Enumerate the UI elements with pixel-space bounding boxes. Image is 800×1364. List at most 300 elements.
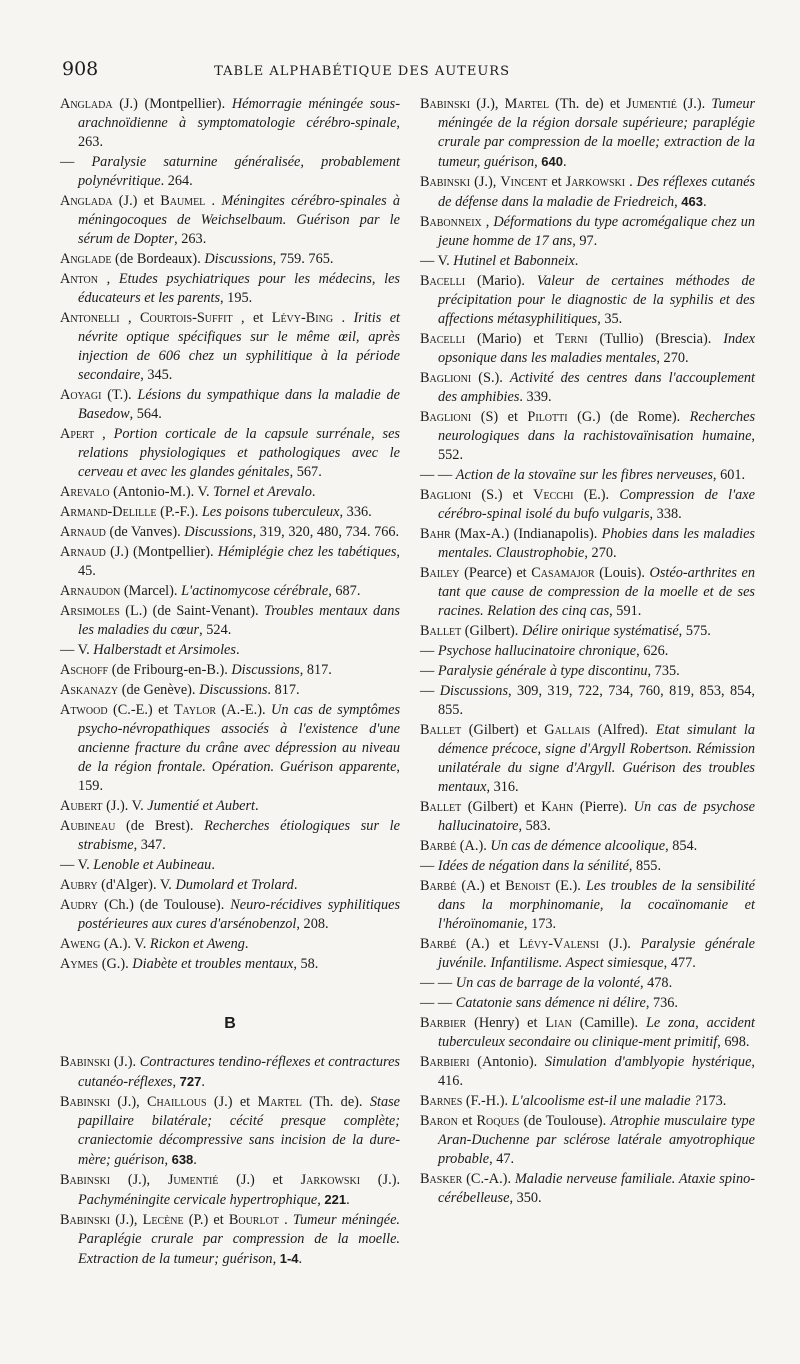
entry-text: (de Toulouse).: [523, 1113, 611, 1129]
entry-title: Discussions: [231, 662, 300, 678]
entry-text: ,: [534, 154, 542, 170]
entry-text: , 687.: [328, 583, 361, 599]
page-ref: 1-4: [279, 1251, 299, 1266]
author-name: Casamajor: [531, 565, 595, 581]
entry-text: (J.),: [474, 174, 501, 190]
entry-text: (J.).: [377, 1172, 401, 1188]
entry-text: (S) et: [480, 409, 528, 425]
entry-text: , 552.: [438, 428, 755, 463]
entry-text: , 338.: [649, 506, 682, 522]
entry-text: , 173.: [523, 916, 557, 932]
entry-text: , 575.: [678, 623, 711, 639]
entry-title: Action de la stovaïne sur les fibres nerveuses: [455, 467, 713, 483]
index-entry: [60, 95, 400, 152]
author-name: Aubert: [60, 798, 103, 814]
author-name: Apert: [60, 426, 95, 442]
entry-text: , 698.: [717, 1034, 750, 1050]
entry-text: .: [341, 310, 354, 326]
entry-text: (Pearce) et: [464, 565, 532, 581]
entry-text: (Alfred).: [597, 722, 656, 738]
entry-text: ,: [106, 271, 119, 287]
entry-text: (C.-A.).: [466, 1171, 515, 1187]
index-entry: [420, 369, 755, 407]
entry-text: — —: [420, 995, 456, 1011]
index-entry: [420, 682, 755, 720]
entry-text: , 159.: [78, 759, 400, 794]
index-entry: [60, 483, 400, 502]
entry-text: (de Bordeaux).: [115, 251, 205, 267]
entry-text: (Max-A.) (Indianapolis).: [454, 526, 602, 542]
entry-text: , 564.: [129, 406, 162, 422]
author-name: Anglade: [60, 251, 112, 267]
author-name: Aweng: [60, 936, 101, 952]
entry-title: Lésions du sympathique dans la maladie de Basedow: [78, 387, 401, 422]
author-name: Bacelli: [420, 273, 466, 289]
author-name: Basker: [420, 1171, 463, 1187]
entry-text: (Tullio) (Brescia).: [599, 331, 724, 347]
page-ref: 640: [541, 154, 563, 169]
entry-title: Paralysie générale à type discontinu: [437, 663, 648, 679]
entry-title: Le zona, accident tuberculeux secondaire ou clinique-ment primitif: [438, 1015, 755, 1050]
entry-text: (A.). V.: [103, 936, 150, 952]
entry-title: Un cas de psychose hallucinatoire: [438, 799, 756, 834]
entry-text: (E.).: [555, 878, 586, 894]
index-entry: [420, 974, 755, 993]
index-entry: [420, 721, 755, 797]
author-name: Arnaud: [60, 544, 106, 560]
index-entry: [60, 309, 400, 385]
index-entry: [60, 270, 400, 308]
entry-text: . 264.: [160, 173, 193, 189]
entry-text: ,: [317, 1192, 325, 1208]
entry-text: ,: [164, 1152, 172, 1168]
author-name: Lecène: [142, 1212, 184, 1228]
page-number: 908: [62, 58, 99, 80]
entry-title: Lenoble et Aubineau: [93, 857, 212, 873]
entry-text: .: [562, 154, 567, 170]
entry-text: .: [235, 642, 240, 658]
entry-text: — V.: [60, 642, 94, 658]
entry-text: .: [211, 193, 222, 209]
index-entry: [60, 681, 400, 700]
author-name: Bailey: [420, 565, 460, 581]
entry-title: Hémiplégie chez les tabétiques: [217, 544, 397, 560]
author-name: Chaillous: [146, 1094, 207, 1110]
entry-text: .: [211, 857, 215, 873]
author-name: Bourlot: [228, 1212, 279, 1228]
entry-title: Rickon et Aweng: [149, 936, 245, 952]
author-name: Arnaud: [60, 524, 106, 540]
author-name: Kahn: [541, 799, 574, 815]
entry-text: (G.) (de Rome).: [577, 409, 690, 425]
entry-text: (J.) (Montpellier).: [119, 96, 232, 112]
entries-b-continued: [420, 95, 755, 1208]
entry-text: (S.) et: [481, 487, 534, 503]
entry-text: (P.) et: [188, 1212, 229, 1228]
author-name: Aubineau: [60, 818, 116, 834]
entry-text: .: [284, 1212, 293, 1228]
entry-title: Pachyméningite cervicale hypertrophique: [78, 1192, 318, 1208]
index-entry: [420, 1170, 755, 1208]
index-entry: [60, 1211, 400, 1269]
entry-text: — —: [420, 467, 456, 483]
entry-text: , 583.: [518, 818, 551, 834]
author-name: Askanazy: [60, 682, 119, 698]
entry-text: , et: [241, 310, 272, 326]
index-entry: [60, 582, 400, 601]
author-name: Ballet: [420, 722, 462, 738]
entry-text: .: [255, 798, 259, 814]
entry-title: Maladie nerveuse familiale. Ataxie spino-cérébelleuse: [438, 1171, 756, 1206]
entry-text: (Mario).: [476, 273, 537, 289]
entry-text: — V.: [60, 857, 94, 873]
index-entry: [60, 856, 400, 875]
author-name: Antonelli: [60, 310, 120, 326]
index-entry: [420, 837, 755, 856]
author-name: Anglada: [60, 96, 113, 112]
entry-text: , 350.: [509, 1190, 542, 1206]
index-entry: [420, 486, 755, 524]
author-name: Aubry: [60, 877, 98, 893]
author-name: Baglioni: [420, 370, 472, 386]
entry-text: , 601.: [712, 467, 746, 483]
index-entry: [60, 641, 400, 660]
entry-text: (J.) et: [213, 1094, 258, 1110]
author-name: Jarkowski: [300, 1172, 361, 1188]
entry-text: , 345.: [140, 367, 173, 383]
entry-title: Portion corticale de la capsule surrénale, ses relations physiologiques et pathologiques avec le cerveau et avec les glandes génitales: [78, 426, 400, 480]
entry-title: Jumentié et Aubert: [147, 798, 256, 814]
author-name: Aymes: [60, 956, 99, 972]
entry-text: , 195.: [220, 290, 253, 306]
entry-title: Déformations du type acromégalique chez un jeune homme de 17 ans: [438, 214, 755, 249]
entry-title: Recherches neurologiques dans la rachistovaïnisation humaine: [438, 409, 756, 444]
entry-text: (d'Alger). V.: [101, 877, 176, 893]
index-entry: [60, 192, 400, 249]
entry-text: .: [244, 936, 249, 952]
entry-text: (G.).: [101, 956, 133, 972]
author-name: Baglioni: [420, 487, 472, 503]
index-entry: [420, 408, 755, 465]
entry-text: —: [60, 154, 92, 170]
author-name: Roques: [476, 1113, 520, 1129]
entry-text: , 735.: [647, 663, 680, 679]
entry-text: (L.) (de Saint-Venant).: [125, 603, 265, 619]
entry-title: Contractures tendino-réflexes et contractures cutanéo-réflexes: [78, 1054, 400, 1090]
index-entry: [420, 95, 755, 172]
author-name: Martel: [257, 1094, 302, 1110]
index-entry: [60, 250, 400, 269]
index-entry: [420, 466, 755, 485]
entry-text: .: [293, 877, 298, 893]
entry-title: Etudes psychiatriques pour les médecins, les éducateurs et les parents: [78, 271, 401, 306]
entry-text: , 478.: [639, 975, 673, 991]
entry-text: (A.-E.).: [221, 702, 271, 718]
entry-text: (J.).: [608, 936, 641, 952]
entry-text: , 416.: [438, 1054, 755, 1089]
entry-text: (J.).: [113, 1054, 140, 1070]
entry-title: Paralysie saturnine généralisée, probablement polynévritique: [78, 154, 400, 189]
entry-title: Hutinel et Babonneix: [453, 253, 575, 269]
entry-text: , 35.: [597, 311, 623, 327]
author-name: Vecchi: [533, 487, 574, 503]
index-entry: [60, 386, 400, 424]
index-entry: [420, 525, 755, 563]
entry-title: Discussions: [199, 682, 268, 698]
index-entry: [420, 1112, 755, 1169]
entries-a: [60, 95, 400, 974]
entry-text: , 567.: [289, 464, 322, 480]
author-name: Armand-Delille: [60, 504, 157, 520]
entry-title: Psychose hallucinatoire chronique: [437, 643, 637, 659]
author-name: Courtois-Suffit: [139, 310, 233, 326]
entry-text: , 270.: [656, 350, 689, 366]
index-entry: [60, 797, 400, 816]
author-name: Arsimoles: [60, 603, 120, 619]
entry-text: , 626.: [636, 643, 669, 659]
author-name: Benoist: [505, 878, 551, 894]
entry-text: ,: [674, 194, 682, 210]
index-entry: [60, 935, 400, 954]
index-entry: [420, 213, 755, 251]
author-name: Babinski: [420, 174, 471, 190]
entry-text: et: [462, 1113, 477, 1129]
index-entry: [60, 425, 400, 482]
index-entry: [420, 642, 755, 661]
entry-text: , 263.: [174, 231, 207, 247]
entry-title: Compression de l'axe cérébro-spinal isolé du bufo vulgaris: [438, 487, 756, 522]
index-entry: [420, 173, 755, 212]
author-name: Lévy-Bing: [271, 310, 334, 326]
entry-text: (J.) et: [118, 193, 161, 209]
section-letter-b: B: [224, 1015, 236, 1032]
entry-title: Paralysie générale juvénile. Infantilisme. Aspect simiesque: [438, 936, 756, 971]
index-entry: [60, 876, 400, 895]
index-entry: [420, 252, 755, 271]
entry-text: , 336.: [339, 504, 372, 520]
entry-text: ,: [172, 1074, 180, 1090]
author-name: Babinski: [60, 1054, 111, 1070]
author-name: Bacelli: [420, 331, 466, 347]
entry-title: Diabète et troubles mentaux: [132, 956, 294, 972]
entry-title: Stase papillaire bilatérale; cécité presque complète; craniectomie décompressive sans incision de la dure-mère; guérison: [78, 1094, 401, 1168]
author-name: Babonneix: [420, 214, 482, 230]
entry-text: (J.),: [115, 1212, 143, 1228]
author-name: Babinski: [60, 1172, 111, 1188]
entry-text: ,: [272, 1251, 280, 1267]
entry-title: Les troubles de la sensibilité dans la morphinomanie, la cocaïnomanie et l'héroïnomanie: [438, 878, 756, 932]
index-entry: [420, 798, 755, 836]
entry-title: Un cas de symptômes psycho-névropathiques associés à l'existence d'une ancienne fracture du crâne avec dépression au niveau de la région frontale. Opération. Guérison apparente: [78, 702, 401, 775]
entry-text: (de Brest).: [126, 818, 205, 834]
index-entry: [60, 701, 400, 796]
entry-text: —: [420, 858, 438, 874]
entry-text: (Pierre).: [579, 799, 634, 815]
author-name: Aoyagi: [60, 387, 102, 403]
author-name: Terni: [555, 331, 588, 347]
entry-text: (F.-H.).: [465, 1093, 512, 1109]
entry-title: Tumeur méningée de la région dorsale supérieure; paraplégie crurale par compression de la moelle; extraction de la tumeur, guérison: [438, 96, 756, 170]
entry-text: 173.: [701, 1093, 727, 1109]
entry-text: .: [193, 1152, 197, 1168]
author-name: Vincent: [500, 174, 548, 190]
page-ref: 638: [171, 1152, 194, 1167]
entry-title: Troubles mentaux dans les maladies du cœur: [78, 603, 400, 638]
entry-text: . 817.: [267, 682, 300, 698]
author-name: Jarkowski: [565, 174, 626, 190]
right-column: [420, 95, 755, 1209]
index-entry: [60, 602, 400, 640]
entry-title: Tornel et Arevalo: [213, 484, 312, 500]
entry-title: Recherches étiologiques sur le strabisme: [78, 818, 401, 853]
page-ref: 221: [324, 1192, 347, 1207]
entry-text: (Mario) et: [476, 331, 556, 347]
entry-title: Etat simulant la démence précoce, signe d'Argyll Robertson. Rémission unilatérale du signe d'Argyll. Guérison des troubles mentaux: [438, 722, 756, 795]
author-name: Bahr: [420, 526, 451, 542]
entry-text: —: [420, 663, 438, 679]
entry-text: (Gilbert).: [464, 623, 522, 639]
index-entry: [60, 896, 400, 934]
entry-text: .: [298, 1251, 303, 1267]
entry-title: Un cas de barrage de la volonté: [455, 975, 640, 991]
entry-text: (J.). V.: [106, 798, 148, 814]
entry-text: , 316.: [486, 779, 519, 795]
index-entry: [60, 1171, 400, 1210]
index-entry: [60, 661, 400, 680]
author-name: Martel: [504, 96, 549, 112]
entry-text: (J.),: [127, 1172, 168, 1188]
index-entry: [60, 523, 400, 542]
author-name: Jumentié: [626, 96, 677, 112]
entry-text: .: [702, 194, 707, 210]
entry-title: Un cas de démence alcoolique: [490, 838, 666, 854]
entry-text: (A.) et: [465, 936, 519, 952]
index-entry: [60, 1093, 400, 1170]
entry-title: Tumeur méningée. Paraplégie crurale par compression de la moelle. Extraction de la tumeur; guérison: [78, 1212, 401, 1267]
entry-text: (C.-E.) et: [112, 702, 174, 718]
entry-text: (de Genève).: [121, 682, 200, 698]
entry-text: (J.),: [117, 1094, 147, 1110]
entry-text: , 58.: [293, 956, 319, 972]
author-name: Taylor: [173, 702, 217, 718]
entry-text: , 736.: [645, 995, 678, 1011]
entry-title: Discussions: [184, 524, 253, 540]
entry-title: Halberstadt et Arsimoles: [93, 642, 236, 658]
index-entry: [420, 1092, 755, 1111]
entry-text: , 759. 765.: [272, 251, 334, 267]
entry-title: Catatonie sans démence ni délire: [455, 995, 646, 1011]
entry-title: Méningites cérébro-spinales à méningocoques de Weichselbaum. Guérison par le sérum de Dopter: [78, 193, 400, 247]
entry-text: — V.: [420, 253, 454, 269]
author-name: Gallais: [544, 722, 591, 738]
entry-text: (Gilbert) et: [468, 722, 545, 738]
entry-text: (Th. de) et: [555, 96, 627, 112]
entry-text: (de Fribourg-en-B.).: [111, 662, 232, 678]
index-entry: [420, 330, 755, 368]
author-name: Ballet: [420, 799, 462, 815]
entry-title: Hémorragie méningée sous-arachnoïdienne à symptomatologie cérébro-spinale: [78, 96, 400, 131]
entry-text: ,: [128, 310, 140, 326]
entry-text: .: [311, 484, 316, 500]
entry-text: (Henry) et: [474, 1015, 546, 1031]
entry-text: , 270.: [584, 545, 617, 561]
entry-text: (Antonio).: [477, 1054, 545, 1070]
entry-title: Index opsonique dans les maladies mentales: [438, 331, 755, 366]
index-entry: [420, 857, 755, 876]
entry-text: (J.),: [476, 96, 505, 112]
entry-text: (A.).: [459, 838, 491, 854]
entry-text: (J.) (Montpellier).: [110, 544, 218, 560]
page-ref: 463: [681, 194, 703, 209]
entry-text: , 817.: [299, 662, 332, 678]
author-name: Baglioni: [420, 409, 472, 425]
author-name: Anglada: [60, 193, 113, 209]
entry-text: (Camille).: [579, 1015, 646, 1031]
entry-text: , 855.: [628, 858, 662, 874]
index-entry: [420, 622, 755, 641]
entry-title: Les poisons tuberculeux: [201, 504, 340, 520]
entry-text: , 47.: [489, 1151, 515, 1167]
author-name: Aschoff: [60, 662, 109, 678]
index-entry: [60, 543, 400, 581]
author-name: Barbieri: [420, 1054, 470, 1070]
author-name: Ballet: [420, 623, 462, 639]
entry-text: (E.).: [583, 487, 620, 503]
author-name: Audry: [60, 897, 99, 913]
author-name: Lian: [545, 1015, 572, 1031]
entry-text: (Marcel).: [123, 583, 182, 599]
entry-text: , 591.: [609, 603, 642, 619]
author-name: Baron: [420, 1113, 458, 1129]
index-entry: [60, 153, 400, 191]
entry-text: — —: [420, 975, 456, 991]
running-head: TABLE ALPHABÉTIQUE DES AUTEURS: [214, 64, 510, 79]
entry-text: (Ch.) (de Toulouse).: [104, 897, 231, 913]
entry-title: Dumolard et Trolard: [175, 877, 294, 893]
author-name: Babinski: [420, 96, 471, 112]
entry-text: , 524.: [199, 622, 232, 638]
index-entry: [420, 1053, 755, 1091]
entry-text: , 854.: [665, 838, 698, 854]
entry-title: Valeur de certaines méthodes de précipitation pour le diagnostic de la syphilis et des affections métasyphilitiques: [438, 273, 755, 327]
index-entry: [420, 877, 755, 934]
entries-b: [60, 1053, 400, 1269]
author-name: Barbé: [420, 878, 457, 894]
entry-text: .: [574, 253, 579, 269]
author-name: Anton: [60, 271, 98, 287]
entry-title: Phobies dans les maladies mentales. Claustrophobie: [438, 526, 755, 561]
entry-title: Délire onirique systématisé: [521, 623, 679, 639]
entry-text: (Th. de).: [309, 1094, 370, 1110]
entry-text: , 309, 319, 722, 734, 760, 819, 853, 854, 855.: [438, 683, 755, 718]
entry-text: (J.).: [682, 96, 712, 112]
entry-title: Des réflexes cutanés de défense dans la maladie de Friedreich: [438, 174, 756, 210]
author-name: Arnaudon: [60, 583, 121, 599]
entry-text: , 45.: [78, 544, 400, 579]
entry-text: , 263.: [78, 115, 400, 150]
entry-text: , 319, 320, 480, 734. 766.: [252, 524, 400, 540]
author-name: Baumel: [160, 193, 206, 209]
index-entry: [60, 955, 400, 974]
author-name: Arevalo: [60, 484, 110, 500]
entry-text: ,: [102, 426, 114, 442]
entry-title: Ostéo-arthrites en tant que cause de compression de la moelle et de ses racines. Relation des cinq cas: [438, 565, 755, 619]
index-entry: [420, 564, 755, 621]
page-header: [62, 58, 760, 80]
author-name: Barnes: [420, 1093, 463, 1109]
entry-text: (Antonio-M.). V.: [113, 484, 214, 500]
author-name: Babinski: [60, 1094, 111, 1110]
